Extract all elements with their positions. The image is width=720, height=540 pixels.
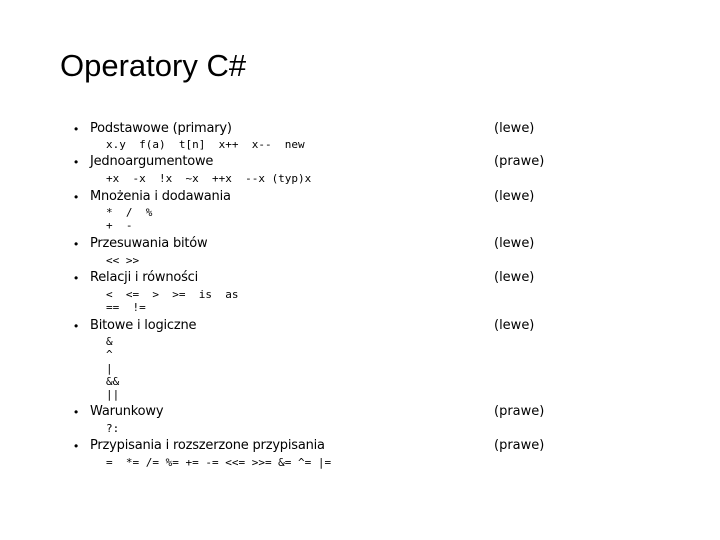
category-bitwise-logical (0, 315, 720, 337)
associativity-label: (lewe) (494, 236, 535, 251)
category-label: Przypisania i rozszerzone przypisania (90, 438, 325, 453)
operator-line: = *= /= %= += -= <<= >>= &= ^= |= (106, 456, 332, 469)
operator-line: < <= > >= is as (106, 288, 239, 301)
bullet-icon: • (74, 319, 79, 333)
associativity-label: (lewe) (494, 189, 535, 204)
operator-line: + - (106, 219, 133, 232)
operator-line: +x -x !x ~x ++x --x (typ)x (106, 172, 312, 185)
category-label: Warunkowy (90, 404, 164, 419)
category-label: Relacji i równości (90, 270, 199, 285)
category-relational (0, 267, 720, 289)
category-primary (0, 118, 720, 140)
category-multiplicative (0, 186, 720, 208)
category-unary (0, 151, 720, 173)
category-label: Jednoargumentowe (90, 154, 214, 169)
bullet-icon: • (74, 271, 79, 285)
category-label: Podstawowe (primary) (90, 121, 232, 136)
operator-line: || (106, 388, 120, 401)
associativity-label: (prawe) (494, 404, 545, 419)
bullet-icon: • (74, 122, 79, 136)
associativity-label: (lewe) (494, 318, 535, 333)
bullet-icon: • (74, 155, 79, 169)
associativity-label: (lewe) (494, 270, 535, 285)
operator-line: && (106, 375, 120, 388)
category-shift (0, 233, 720, 255)
operator-line: ?: (106, 422, 120, 435)
associativity-label: (prawe) (494, 154, 545, 169)
operator-line: x.y f(a) t[n] x++ x-- new (106, 138, 305, 151)
bullet-icon: • (74, 405, 79, 419)
operator-line: | (106, 362, 113, 375)
operator-line: << >> (106, 254, 140, 267)
category-label: Mnożenia i dodawania (90, 189, 231, 204)
bullet-icon: • (74, 439, 79, 453)
operator-line: & (106, 335, 113, 348)
page-title: Operatory C# (60, 48, 247, 83)
bullet-icon: • (74, 237, 79, 251)
category-label: Przesuwania bitów (90, 236, 208, 251)
category-conditional (0, 401, 720, 423)
operator-line: == != (106, 301, 146, 314)
associativity-label: (lewe) (494, 121, 535, 136)
category-assignment (0, 435, 720, 457)
category-label: Bitowe i logiczne (90, 318, 197, 333)
operator-line: ^ (106, 348, 113, 361)
operator-line: * / % (106, 206, 153, 219)
bullet-icon: • (74, 190, 79, 204)
associativity-label: (prawe) (494, 438, 545, 453)
